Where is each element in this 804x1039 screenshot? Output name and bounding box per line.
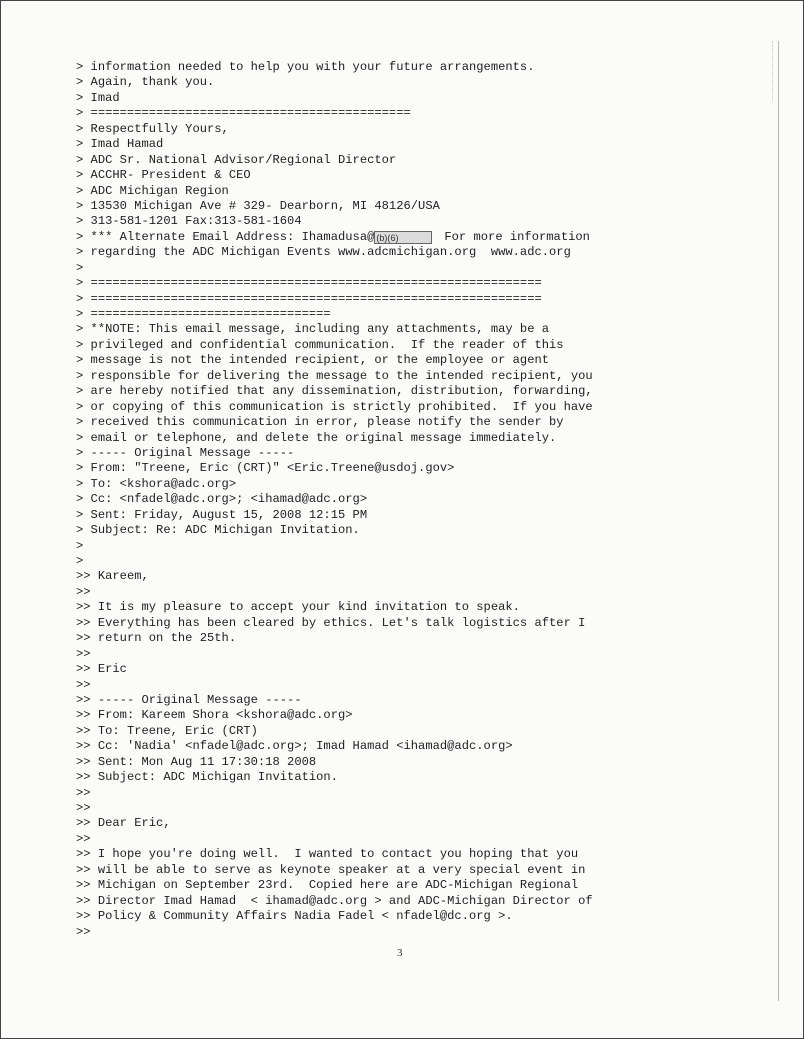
email-line-text: > Respectfully Yours, — [76, 121, 229, 136]
redaction-box: (b)(6) — [374, 231, 432, 244]
email-line — [76, 678, 776, 693]
email-line-text: > ADC Michigan Region — [76, 183, 229, 198]
email-line-text: >> From: Kareem Shora <kshora@adc.org> — [76, 708, 353, 723]
email-line-text: > responsible for delivering the message to the intended recipient, you — [76, 368, 593, 383]
email-line — [76, 261, 776, 276]
email-line — [76, 153, 776, 168]
email-line — [76, 461, 776, 476]
email-line-text: >> Director Imad Hamad < ihamad@adc.org > and ADC-Michigan Director of — [76, 893, 593, 908]
email-line-text: >> Sent: Mon Aug 11 17:30:18 2008 — [76, 754, 317, 769]
email-line-text: > — [76, 260, 84, 275]
email-line — [76, 832, 776, 847]
email-line — [76, 847, 776, 862]
email-line — [76, 786, 776, 801]
email-line-text: > ADC Sr. National Advisor/Regional Director — [76, 152, 397, 167]
email-line-text: > privileged and confidential communication. If the reader of this — [76, 337, 564, 352]
email-line-text: >> Michigan on September 23rd. Copied here are ADC-Michigan Regional — [76, 878, 579, 893]
email-line-text: >> return on the 25th. — [76, 631, 237, 646]
email-line-text: >> ----- Original Message ----- — [76, 692, 302, 707]
email-line-text: > *** Alternate Email Address: Ihamadusa@ — [76, 229, 375, 244]
email-line-text: >> — [76, 801, 91, 815]
email-line-text: >> Policy & Community Affairs Nadia Fadel < nfadel@dc.org >. — [76, 909, 513, 924]
email-line-text: > message is not the intended recipient, or the employee or agent — [76, 353, 550, 368]
email-line — [76, 292, 776, 307]
email-line — [76, 446, 776, 461]
email-line-text: > Sent: Friday, August 15, 2008 12:15 PM — [76, 507, 368, 522]
email-line-text: > To: <kshora@adc.org> — [76, 476, 237, 491]
email-line-text: > — [76, 538, 84, 553]
email-line-text: > received this communication in error, please notify the sender by — [76, 415, 564, 430]
email-line — [76, 878, 776, 893]
email-line — [76, 554, 776, 569]
email-line-text: > regarding the ADC Michigan Events www.adcmichigan.org www.adc.org — [76, 245, 571, 260]
email-body — [76, 60, 776, 940]
email-line-text: > Again, thank you. — [76, 75, 215, 90]
email-line — [76, 245, 776, 260]
email-line — [76, 724, 776, 739]
email-line-text: >> — [76, 924, 91, 939]
email-line-text: >> To: Treene, Eric (CRT) — [76, 723, 258, 738]
email-line — [76, 91, 776, 106]
alt-email-suffix: For more information — [444, 229, 590, 244]
email-line — [76, 307, 776, 322]
email-line — [76, 492, 776, 507]
email-line — [76, 600, 776, 615]
email-line-text: >> It is my pleasure to accept your kind invitation to speak. — [76, 600, 520, 615]
email-line — [76, 909, 776, 924]
email-line — [76, 647, 776, 662]
email-line — [76, 122, 776, 137]
page-number: 3 — [397, 947, 403, 959]
email-line-text: > ================================= — [76, 307, 331, 321]
email-line-text: > Imad Hamad — [76, 137, 164, 152]
email-line — [76, 214, 776, 229]
email-line-text: >> Eric — [76, 662, 127, 677]
email-line — [76, 801, 776, 816]
email-line-text: >> Cc: 'Nadia' <nfadel@adc.org>; Imad Hamad <ihamad@adc.org> — [76, 739, 513, 754]
email-line — [76, 693, 776, 708]
email-line — [76, 477, 776, 492]
email-line — [76, 770, 776, 785]
email-line — [76, 755, 776, 770]
email-line-text: > ----- Original Message ----- — [76, 445, 295, 460]
email-line-text: > email or telephone, and delete the original message immediately. — [76, 430, 557, 445]
email-line — [76, 137, 776, 152]
email-line — [76, 168, 776, 183]
email-line — [76, 106, 776, 121]
email-line-text: > Imad — [76, 90, 120, 105]
email-line-text: > are hereby notified that any dissemination, distribution, forwarding, — [76, 384, 593, 399]
email-line — [76, 384, 776, 399]
email-line-text: > Subject: Re: ADC Michigan Invitation. — [76, 523, 360, 538]
email-line — [76, 60, 776, 75]
email-line-text: >> — [76, 677, 91, 692]
email-line — [76, 863, 776, 878]
email-line-text: > information needed to help you with your future arrangements. — [76, 60, 535, 74]
email-line — [76, 739, 776, 754]
email-line — [76, 199, 776, 214]
email-line — [76, 708, 776, 723]
scan-edge-line — [778, 41, 779, 1001]
email-line — [76, 569, 776, 584]
email-line-text: >> I hope you're doing well. I wanted to contact you hoping that you — [76, 847, 579, 862]
email-line — [76, 631, 776, 646]
email-line — [76, 415, 776, 430]
email-line — [76, 431, 776, 446]
email-line — [76, 369, 776, 384]
email-line — [76, 508, 776, 523]
email-line — [76, 230, 776, 245]
email-line-text: > Cc: <nfadel@adc.org>; <ihamad@adc.org> — [76, 492, 368, 507]
email-line-text: > 313-581-1201 Fax:313-581-1604 — [76, 214, 302, 229]
email-line-text: >> Dear Eric, — [76, 816, 171, 831]
email-line — [76, 353, 776, 368]
email-line-text: > **NOTE: This email message, including any attachments, may be a — [76, 322, 550, 337]
email-line — [76, 925, 776, 940]
email-line — [76, 184, 776, 199]
email-line-text: > ============================================ — [76, 106, 411, 121]
email-line-text: > ============================================================== — [76, 291, 542, 306]
email-line-text: > — [76, 554, 84, 568]
email-line-text: >> — [76, 584, 91, 599]
email-line-text: > 13530 Michigan Ave # 329- Dearborn, MI 48126/USA — [76, 198, 440, 213]
email-line-text: > From: "Treene, Eric (CRT)" <Eric.Treene@usdoj.gov> — [76, 461, 455, 476]
email-line-text: > ============================================================== — [76, 276, 542, 291]
email-line-text: >> will be able to serve as keynote speaker at a very special event in — [76, 862, 586, 877]
email-line — [76, 816, 776, 831]
email-line-text: >> — [76, 646, 91, 661]
email-line-text: >> Everything has been cleared by ethics. Let's talk logistics after I — [76, 615, 586, 630]
email-line-text: >> Subject: ADC Michigan Invitation. — [76, 770, 338, 785]
email-line — [76, 894, 776, 909]
email-line — [76, 539, 776, 554]
email-line — [76, 400, 776, 415]
email-line — [76, 662, 776, 677]
email-line — [76, 523, 776, 538]
email-line-text: >> — [76, 785, 91, 800]
email-line — [76, 322, 776, 337]
email-line-text: > ACCHR- President & CEO — [76, 168, 251, 183]
email-line-text: >> Kareem, — [76, 569, 149, 584]
email-line-text: > or copying of this communication is strictly prohibited. If you have — [76, 399, 593, 414]
email-line — [76, 585, 776, 600]
email-line — [76, 616, 776, 631]
email-line — [76, 338, 776, 353]
email-line — [76, 75, 776, 90]
email-line-text: >> — [76, 831, 91, 846]
email-line — [76, 276, 776, 291]
